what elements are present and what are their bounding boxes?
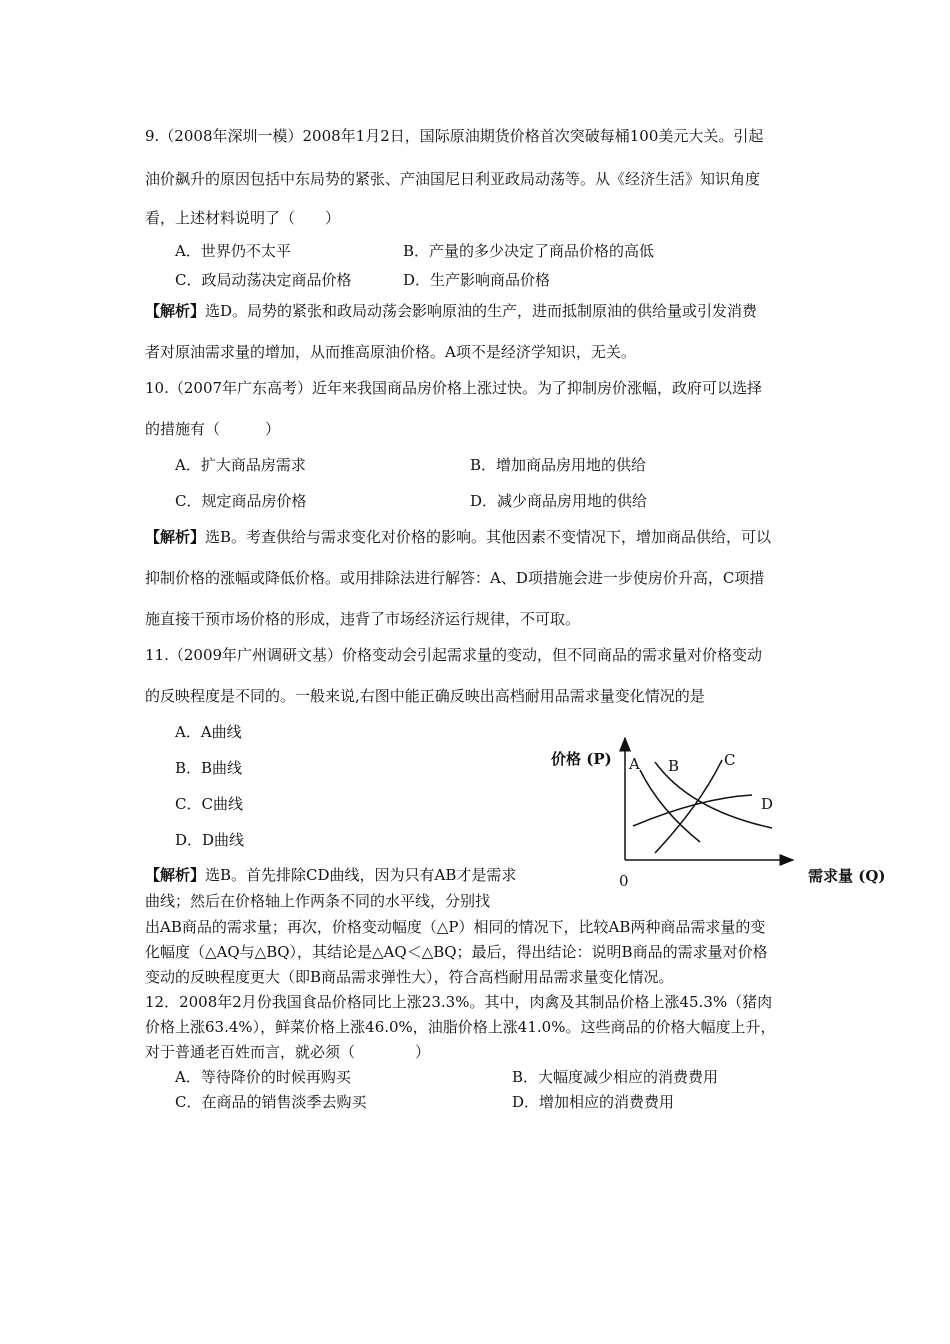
q9-option-c: C．政局动荡决定商品价格 bbox=[175, 271, 352, 289]
q9-stem-line-2: 油价飙升的原因包括中东局势的紧张、产油国尼日利亚政局动荡等。从《经济生活》知识角度 bbox=[145, 170, 761, 188]
curve-b-label: B bbox=[668, 757, 680, 775]
q9-analysis-text-1: 选D。局势的紧张和政局动荡会影响原油的生产，进而抵制原油的供给量或引发消费 bbox=[205, 302, 758, 320]
q11-analysis-line-3: 出AB商品的需求量；再次，价格变动幅度（△P）相同的情况下，比较AB两种商品需求量的变 bbox=[145, 918, 766, 936]
x-axis-label: 需求量 (Q) bbox=[808, 867, 886, 885]
curve-c-label: C bbox=[724, 751, 736, 769]
y-axis-label: 价格 (P) bbox=[551, 750, 612, 768]
q10-option-d: D．减少商品房用地的供给 bbox=[470, 492, 648, 510]
q12-option-b: B．大幅度减少相应的消费费用 bbox=[512, 1068, 719, 1086]
curve-d bbox=[633, 795, 752, 826]
q11-option-c: C．C曲线 bbox=[175, 795, 243, 813]
q11-stem-line-1: 11.（2009年广州调研文基）价格变动会引起需求量的变动，但不同商品的需求量对价格变动 bbox=[145, 646, 763, 664]
q11-stem-line-2: 的反映程度是不同的。一般来说,右图中能正确反映出高档耐用品需求量变化情况的是 bbox=[145, 687, 705, 705]
curve-a-label: A bbox=[629, 755, 640, 773]
q10-option-b: B．增加商品房用地的供给 bbox=[470, 456, 647, 474]
q10-analysis-text-1: 选B。考查供给与需求变化对价格的影响。其他因素不变情况下，增加商品供给，可以 bbox=[205, 528, 772, 546]
q11-option-a: A．A曲线 bbox=[175, 723, 242, 741]
q11-analysis-line-5: 变动的反映程度更大（即B商品需求弹性大），符合高档耐用品需求量变化情况。 bbox=[145, 968, 674, 986]
q10-option-a: A．扩大商品房需求 bbox=[175, 456, 306, 474]
q9-stem-line-3: 看，上述材料说明了（ ） bbox=[145, 209, 341, 227]
curve-d-label: D bbox=[761, 795, 774, 813]
q10-stem-line-1: 10.（2007年广东高考）近年来我国商品房价格上涨过快。为了抑制房价涨幅，政府可以选择 bbox=[145, 379, 763, 397]
q12-stem-line-2: 价格上涨63.4%），鲜菜价格上涨46.0%，油脂价格上涨41.0%。这些商品的价格大幅度上升， bbox=[145, 1018, 776, 1036]
analysis-tag: 【解析】 bbox=[145, 528, 206, 546]
q9-option-d: D．生产影响商品价格 bbox=[403, 271, 551, 289]
analysis-tag: 【解析】 bbox=[145, 302, 206, 320]
q12-option-c: C．在商品的销售淡季去购买 bbox=[175, 1093, 367, 1111]
q11-option-d: D．D曲线 bbox=[175, 831, 245, 849]
q10-analysis-line-2: 抑制价格的涨幅或降低价格。或用排除法进行解答：A、D项措施会进一步使房价升高，C项措 bbox=[145, 569, 765, 587]
origin-label: 0 bbox=[619, 872, 629, 890]
q12-stem-line-1: 12．2008年2月份我国食品价格同比上涨23.3%。其中，肉禽及其制品价格上涨45.3%（猪肉 bbox=[145, 993, 773, 1011]
q12-stem-line-3: 对于普通老百姓而言，就必须（ ） bbox=[145, 1043, 431, 1061]
q9-option-a: A．世界仍不太平 bbox=[175, 242, 291, 260]
q10-stem-line-2: 的措施有（ ） bbox=[145, 420, 281, 438]
q9-analysis-line-2: 者对原油需求量的增加，从而推高原油价格。A项不是经济学知识，无关。 bbox=[145, 343, 636, 361]
q12-option-d: D．增加相应的消费费用 bbox=[512, 1093, 675, 1111]
q9-stem-line-1: 9.（2008年深圳一模）2008年1月2日，国际原油期货价格首次突破每桶100美元大关。引起 bbox=[145, 127, 764, 145]
q11-analysis-line-2: 曲线；然后在价格轴上作两条不同的水平线，分别找 bbox=[145, 892, 491, 910]
q12-option-a: A．等待降价的时候再购买 bbox=[175, 1068, 351, 1086]
analysis-tag: 【解析】 bbox=[145, 866, 206, 884]
q11-option-b: B．B曲线 bbox=[175, 759, 243, 777]
q11-analysis-text-1: 选B。首先排除CD曲线，因为只有AB才是需求 bbox=[205, 866, 517, 884]
q11-analysis-line-4: 化幅度（△AQ与△BQ），其结论是△AQ＜△BQ；最后，得出结论：说明B商品的需求量对价格 bbox=[145, 943, 768, 961]
q10-option-c: C．规定商品房价格 bbox=[175, 492, 307, 510]
q10-analysis-line-3: 施直接干预市场价格的形成，违背了市场经济运行规律，不可取。 bbox=[145, 610, 581, 628]
q9-option-b: B．产量的多少决定了商品价格的高低 bbox=[403, 242, 655, 260]
